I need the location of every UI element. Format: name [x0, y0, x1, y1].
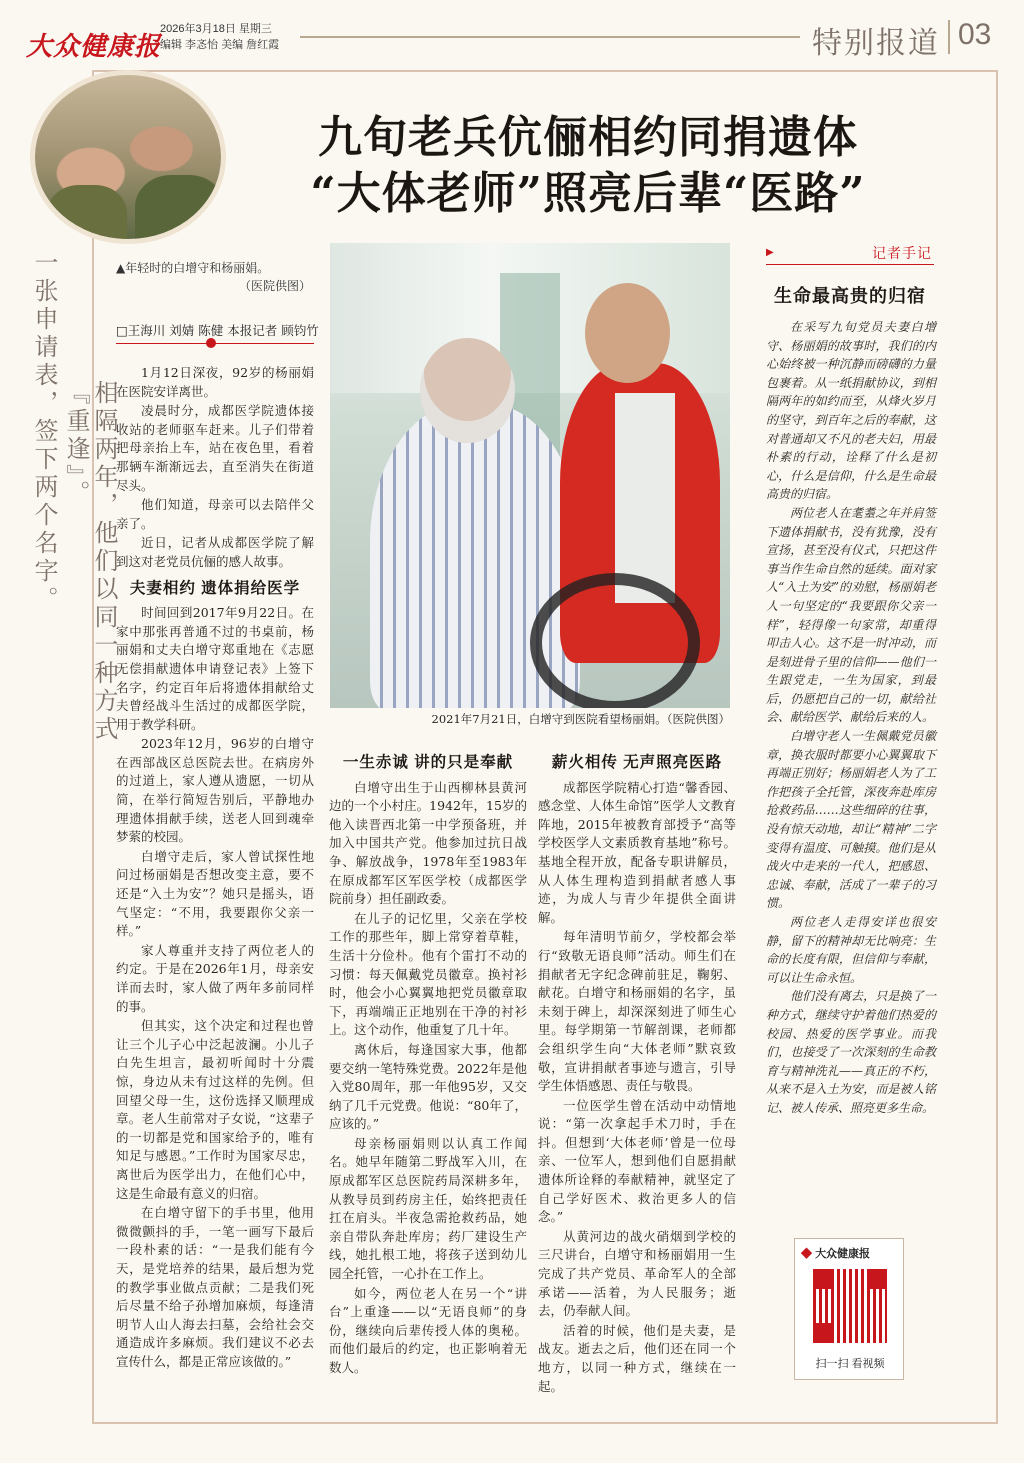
- paragraph: 近日，记者从成都医学院了解到这对老党员伉俪的感人故事。: [116, 535, 314, 569]
- vertical-quote-2: 相隔两年，他们以同一种方式『重逢』。: [62, 380, 118, 744]
- qr-code-icon[interactable]: [813, 1269, 887, 1343]
- subheading: 夫妻相约 遗体捐给医学: [129, 579, 301, 597]
- paragraph: 他们知道，母亲可以去陪伴父亲了。: [116, 497, 314, 531]
- paragraph: 白增守走后，家人曾试探性地问过杨丽娟是否想改变主意，要不还是“入土为安”？她只是摇头，语气坚定：“不用，我要跟你父亲一样。”: [116, 848, 314, 939]
- editors-credit: 编辑 李忞怡 美编 詹红霞: [160, 39, 280, 51]
- photo-man-head: [585, 283, 670, 383]
- paragraph: 家人尊重并支持了两位老人的约定。于是在2026年1月，母亲安详而去时，家人做了两年多前同样的事。: [116, 942, 314, 1014]
- qr-code-box[interactable]: [794, 1238, 904, 1380]
- qr-label: 扫一扫 看视频: [815, 1358, 885, 1370]
- paragraph: 成都医学院精心打造“馨香园、感念堂、人体生命馆”医学人文教育阵地，2015年被教育部授予“高等学校医学人文素质教育基地”称号。基地全程开放，配备专职讲解员，从人体生理构造到捐献者感人事迹，为成人与青少年提供全面讲解。: [538, 779, 736, 925]
- headline: [258, 110, 918, 222]
- photo-caption: 2021年7月21日，白增守到医院看望杨丽娟。（医院供图）: [431, 712, 730, 726]
- paragraph: 从黄河边的战火硝烟到学校的三尺讲台，白增守和杨丽娟用一生完成了共产党员、革命军人的全部承诺——活着，为人民服务；逝去，仍奉献人间。: [538, 1228, 736, 1319]
- paragraph: 两位老人在耄耋之年并肩签下遗体捐献书，没有犹豫，没有宣扬，甚至没有仪式，只把这件事当作生命自然的延续。面对家人“入土为安”的劝慰，杨丽娟老人一句坚定的“我要跟你父亲一样”，轻得像一句家常，却重得叩击人心。这不是一时冲动，而是刻进骨子里的信仰——他们一生跟党走，一生为国家，到最后，仍愿把自己的一切，献给社会、献给医学、献给后来的人。: [766, 505, 936, 725]
- photo-wheelchair: [530, 573, 700, 708]
- paragraph: 一位医学生曾在活动中动情地说：“第一次拿起手术刀时，手在抖。但想到‘大体老师’曾是一位母亲、一位军人，想到他们自愿捐献遗体所诠释的奉献精神，就坚定了自己学好医术、救治更多人的信念。”: [538, 1097, 736, 1225]
- paragraph: 离休后，每逢国家大事，他都要交纳一笔特殊党费。2022年是他入党80周年，那一年他95岁，又交纳了几千元党费。他说：“80年了，应该的。”: [329, 1041, 527, 1132]
- portrait-figure-man: [135, 175, 225, 244]
- paragraph: 白增守老人一生佩戴党员徽章，换衣服时都要小心翼翼取下再端正别好；杨丽娟老人为了工作把孩子全托管，深夜奔赴库房抢救药品……这些细碎的往事，没有惊天动地，却让“精神”二字变得有温度、可触摸。他们是从战火中走来的一代人，把感恩、忠诚、奉献，活成了一辈子的习惯。: [766, 729, 936, 911]
- byline-marker-icon: [206, 338, 216, 348]
- article-column-2: [329, 746, 527, 1379]
- byline: □王海川 刘婧 陈健 本报记者 顾钧竹: [116, 323, 319, 338]
- vertical-quote-1: 一张申请表，签下两个名字。: [30, 250, 58, 614]
- brand-logo-icon: ◆: [801, 1248, 812, 1260]
- masthead: [0, 0, 1024, 70]
- qr-brand: [801, 1245, 870, 1261]
- section-divider: [948, 20, 950, 54]
- qr-brand-label: 大众健康报: [815, 1248, 871, 1260]
- paragraph: 母亲杨丽娟则以认真工作闻名。她早年随第二野战军入川，在原成都军区总医院药局深耕多年，从教导员到药房主任，始终把责任扛在肩头。半夜急需抢救药品，她亲自带队奔赴库房；药厂建设生产线，她扎根工地，将孩子送到幼儿园全托管，一心扑在工作上。: [329, 1135, 527, 1282]
- paragraph: 时间回到2017年9月22日。在家中那张再普通不过的书桌前，杨丽娟和丈夫白增守郑重地在《志愿无偿捐献遗体申请登记表》上签下名字，约定百年后将遗体捐献给丈夫曾经战斗生活过的成都医学院，用于教学科研。: [116, 605, 314, 732]
- paragraph: 但其实，这个决定和过程也曾让三个儿子心中泛起波澜。小儿子白先生坦言，最初听闻时十分震惊，身边从未有过这样的先例。但回望父母一生，这份选择又顺理成章。老人生前常对子女说，“这辈子的一切都是党和国家给予的，唯有知足与感恩。”工作时为国家尽忠，离世后为医学出力，在他们心中，这是生命最有意义的归宿。: [116, 1018, 314, 1201]
- sidebar-tag: [766, 243, 934, 263]
- page-number: 03: [958, 18, 992, 51]
- subheading: 薪火相传 无声照亮医路: [551, 754, 723, 771]
- portrait-caption-text: ▲年轻时的白增守和杨丽娟。: [116, 261, 270, 275]
- paragraph: 白增守出生于山西柳林县黄河边的一个小村庄。1942年，15岁的他入读晋西北第一中学预备班，并加入中国共产党。他参加过抗日战争、解放战争，1978年至1983年在原成都军区军医学校（成都医学院前身）担任副政委。: [329, 779, 527, 907]
- article-column-3: [538, 746, 736, 1397]
- photo-woman-head: [420, 338, 515, 443]
- paragraph: 如今，两位老人在另一个“讲台”上重逢——以“无语良师”的身份，继续向后辈传授人体的奥秘。而他们最后的约定，也正影响着无数人。: [329, 1285, 527, 1375]
- sidebar-rule: [766, 264, 934, 265]
- dateline: [160, 21, 279, 53]
- main-photo: [330, 243, 730, 708]
- paragraph: 他们没有离去，只是换了一种方式，继续守护着他们热爱的校园、热爱的医学事业。而我们，也接受了一次深刻的生命教育与精神洗礼——真正的不朽，从来不是入土为安，而是被人铭记、被人传承、照亮更多生命。: [766, 989, 936, 1115]
- portrait-caption-source: （医院供图）: [238, 279, 311, 293]
- newspaper-logo[interactable]: 大众健康报: [26, 32, 162, 62]
- paragraph: 凌晨时分，成都医学院遗体接收站的老师驱车赶来。儿子们带着把母亲抬上车，站在夜色里，看着那辆车渐渐远去，直至消失在街道尽头。: [116, 403, 314, 493]
- headline-line-1: 九旬老兵伉俪相约同捐遗体: [318, 112, 858, 163]
- portrait-caption: [116, 259, 311, 295]
- reporter-notes: [766, 318, 936, 1118]
- vintage-couple-portrait: [30, 70, 226, 244]
- portrait-figure-woman: [47, 185, 127, 244]
- headline-line-2: “大体老师”照亮后辈“医路”: [310, 168, 866, 219]
- paragraph: 每年清明节前夕，学校都会举行“致敬无语良师”活动。师生们在捐献者无字纪念碑前驻足，鞠躬、献花。白增守和杨丽娟的名字，虽未刻于碑上，却深深刻进了师生心里。每学期第一节解剖课，老师都会组织学生向“大体老师”默哀致敬，宣讲捐献者事迹与遗言，引导学生体悟感恩、责任与敬畏。: [538, 929, 736, 1094]
- paragraph: 在儿子的记忆里，父亲在学校工作的那些年，脚上常穿着草鞋，生活十分俭朴。他有个雷打不动的习惯：每天佩戴党员徽章。换衬衫时，他会小心翼翼地把党员徽章取下，再端端正正地别在干净的衬衫上。这个动作，他重复了几十年。: [329, 910, 527, 1038]
- header-rule: [300, 36, 800, 38]
- sidebar-title: 生命最高贵的归宿: [774, 286, 926, 307]
- sidebar-tag-label: 记者手记: [872, 245, 932, 261]
- paragraph: 在采写九旬党员夫妻白增守、杨丽娟的故事时，我们的内心始终被一种沉静而磅礴的力量包裹着。从一纸捐献协议，到相隔两年的如约而至，从烽火岁月的坚守，到百年之后的奉献，这对普通却又不凡的老夫妇，用最朴素的行动，诠释了什么是初心，什么是信仰，什么是生命最高贵的归宿。: [766, 320, 936, 502]
- section-title: 特别报道: [812, 27, 940, 60]
- paragraph: 在白增守留下的手书里，他用微微颤抖的手，一笔一画写下最后一段朴素的话：“一是我们能有今天，是党培养的结果，最后想为党的教学事业做点贡献；二是我们死后尽量不给子孙增加麻烦，每逢清明节人山人海去扫墓，会给社会交通造成许多麻烦。我们建议不必去宣传什么，都是正常应该做的。”: [116, 1205, 314, 1369]
- paragraph: 两位老人走得安详也很安静，留下的精神却无比响亮：生命的长度有限，但信仰与奉献，可以让生命永恒。: [766, 915, 936, 985]
- paragraph: 1月12日深夜，92岁的杨丽娟在医院安详离世。: [116, 365, 314, 399]
- issue-date: 2026年3月18日 星期三: [160, 23, 272, 35]
- triangle-marker-icon: ▶: [766, 247, 774, 258]
- photo-man-shirt: [615, 393, 675, 603]
- article-column-1: [116, 364, 314, 1372]
- paragraph: 活着的时候，他们是夫妻，是战友。逝去之后，他们还在同一个地方，以同一种方式，继续在一起。: [538, 1322, 736, 1394]
- subheading: 一生赤诚 讲的只是奉献: [342, 754, 514, 771]
- paragraph: 2023年12月，96岁的白增守在西部战区总医院去世。在病房外的过道上，家人遵从遗愿，一切从简，在举行简短告别后，平静地办理遗体捐献手续，送老人回到魂牵梦萦的校园。: [116, 736, 314, 845]
